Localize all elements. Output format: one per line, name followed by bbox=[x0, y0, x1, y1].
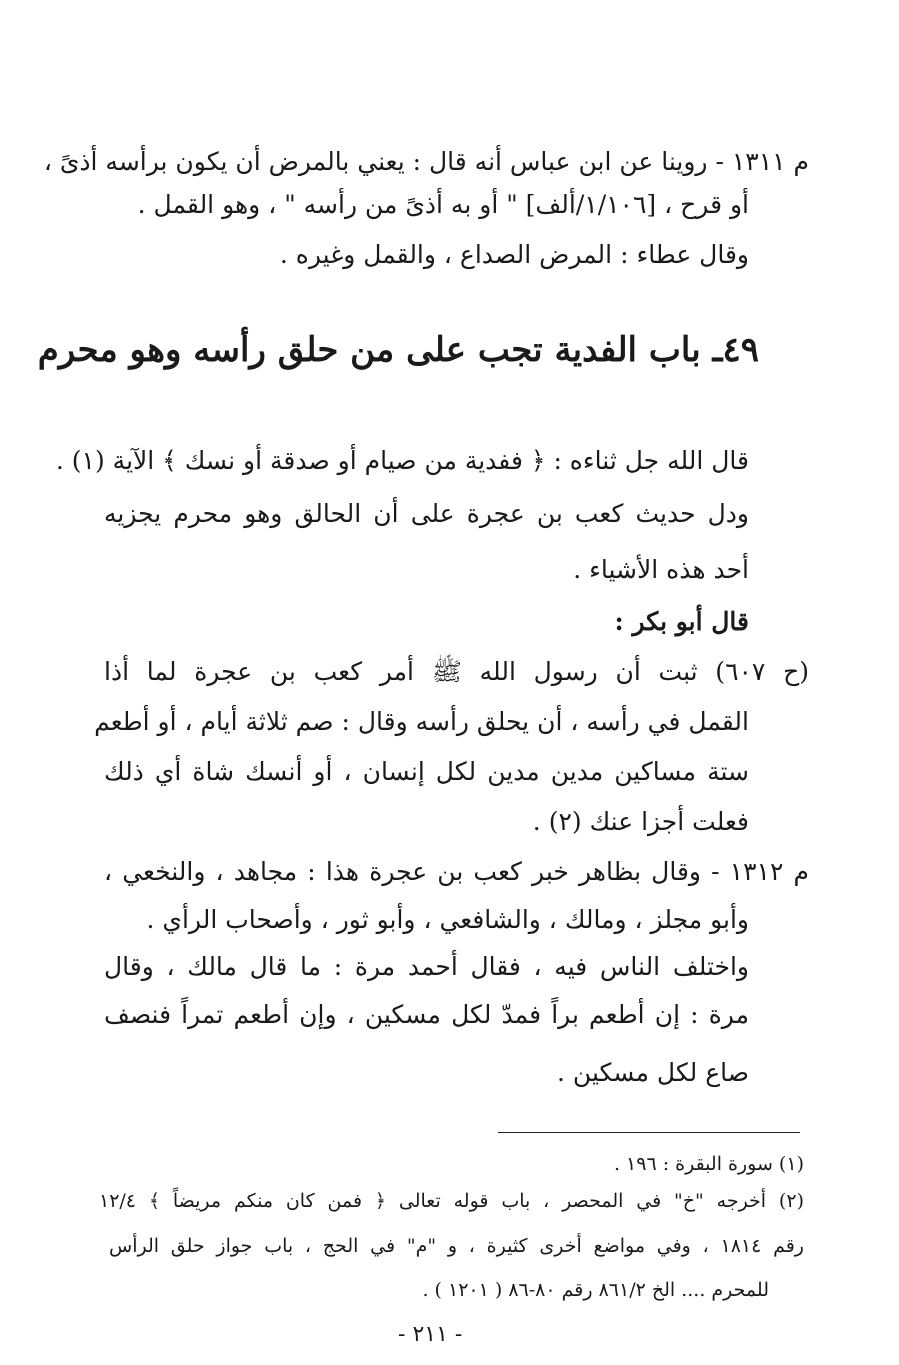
footnote: (١) سورة البقرة : ١٩٦ . bbox=[613, 1153, 804, 1175]
text-line: وقال عطاء : المرض الصداع ، والقمل وغيره . bbox=[279, 240, 749, 269]
text-line: م ١٣١٢ - وقال بظاهر خبر كعب بن عجرة هذا : مجاهد ، والنخعي ، bbox=[104, 857, 809, 886]
chapter-heading: ٤٩ـ باب الفدية تجب على من حلق رأسه وهو محرم bbox=[37, 330, 759, 370]
text-line: قال الله جل ثناءه : ﴿ ففدية من صيام أو صدقة أو نسك ﴾ الآية (١) . bbox=[55, 446, 749, 475]
hadith-line: (ح ٦٠٧) ثبت أن رسول الله ﷺ أمر كعب بن عجرة لما أذا bbox=[104, 657, 810, 686]
text-line: أحد هذه الأشياء . bbox=[573, 555, 749, 584]
hadith-line: فعلت أجزا عنك (٢) . bbox=[532, 807, 749, 836]
text-line: وأبو مجلز ، ومالك ، والشافعي ، وأبو ثور ، وأصحاب الرأي . bbox=[146, 905, 749, 934]
hadith-line: القمل في رأسه ، أن يحلق رأسه وقال : صم ثلاثة أيام ، أو أطعم bbox=[94, 707, 749, 736]
text-line: صاع لكل مسكين . bbox=[557, 1058, 749, 1087]
text-line: واختلف الناس فيه ، فقال أحمد مرة : ما قال مالك ، وقال bbox=[104, 952, 749, 981]
footnote: (٢) أخرجه "خ" في المحصر ، باب قوله تعالى ﴿ فمن كان منكم مريضاً ﴾ ١٢/٤ bbox=[99, 1190, 804, 1212]
page-number: - ٢١١ - bbox=[398, 1322, 463, 1347]
text-line: م ١٣١١ - روينا عن ابن عباس أنه قال : يعني بالمرض أن يكون برأسه أذىً ، bbox=[43, 147, 809, 176]
text-line: مرة : إن أطعم براً فمدّ لكل مسكين ، وإن أطعم تمراً فنصف bbox=[104, 1000, 749, 1029]
footnote: للمحرم .... الخ ٨٦١/٢ رقم ٨٠-٨٦ ( ١٢٠١ ) . bbox=[422, 1279, 769, 1301]
footnote-separator bbox=[498, 1132, 800, 1133]
text-line: أو قرح ، [١/١٠٦/ألف] " أو به أذىً من رأسه " ، وهو القمل . bbox=[137, 190, 749, 219]
footnote: رقم ١٨١٤ ، وفي مواضع أخرى كثيرة ، و "م" في الحج ، باب جواز حلق الرأس bbox=[109, 1235, 804, 1257]
hadith-line: ستة مساكين مدين مدين لكل إنسان ، أو أنسك شاة أي ذلك bbox=[104, 757, 749, 786]
text-line: ودل حديث كعب بن عجرة على أن الحالق وهو محرم يجزيه bbox=[104, 499, 749, 528]
text-line: قال أبو بكر : bbox=[614, 607, 749, 636]
